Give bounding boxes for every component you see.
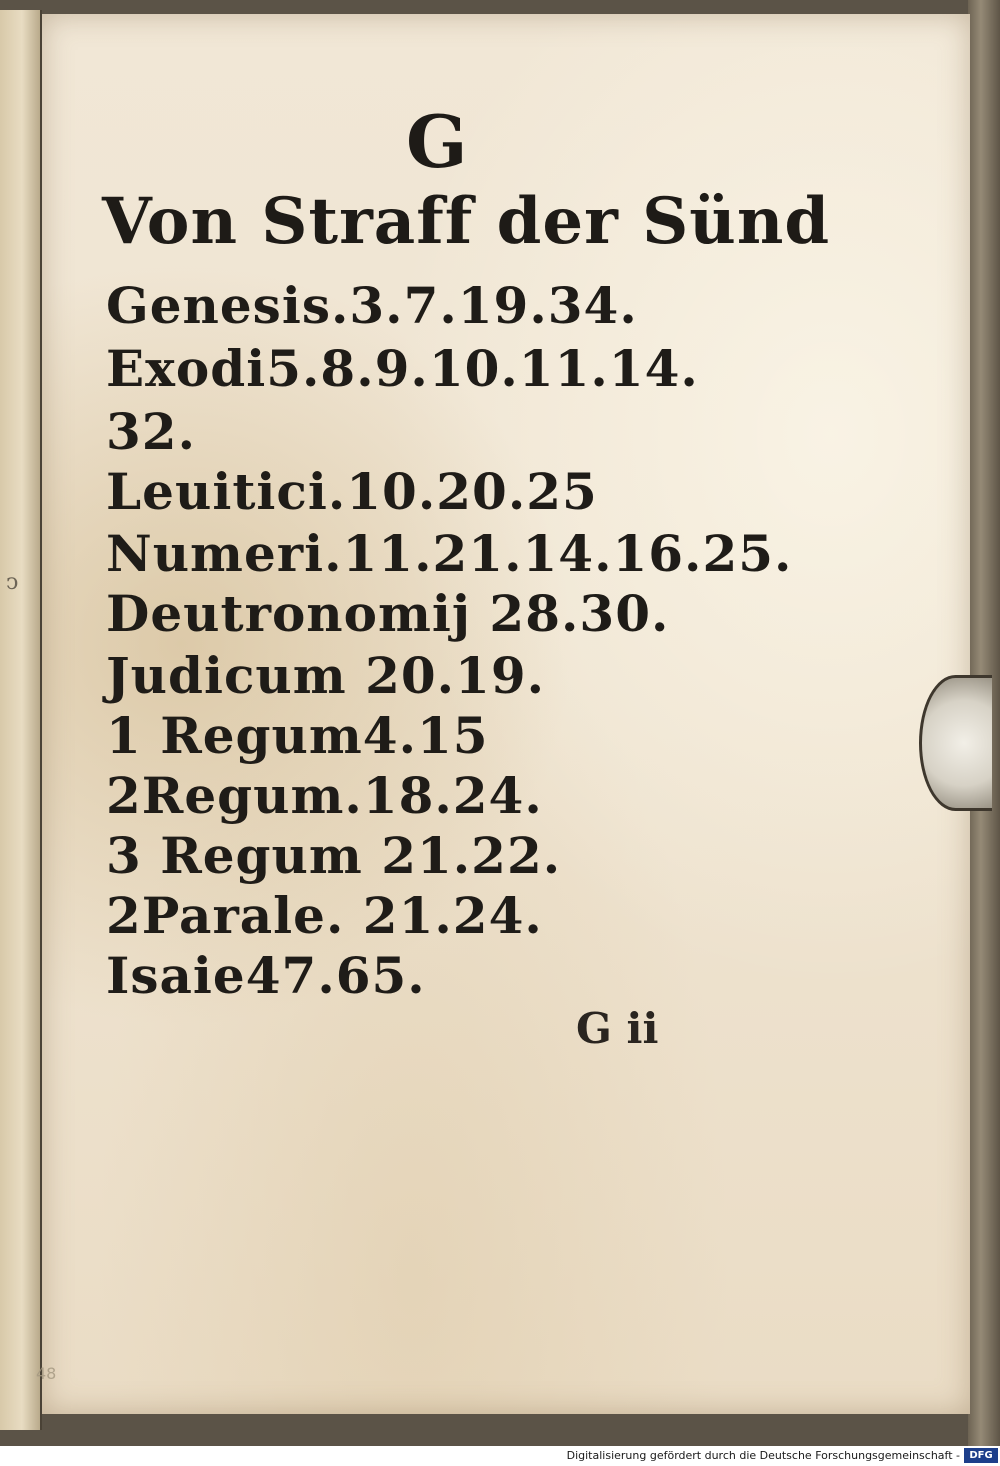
reference-line: 2Parale. 21.24.	[106, 886, 543, 945]
book-page	[36, 14, 970, 1414]
reference-line: Leuitici.10.20.25	[106, 462, 598, 521]
reference-line: 32.	[106, 402, 196, 461]
reference-line: Exodi5.8.9.10.11.14.	[106, 339, 699, 398]
reference-line: Judicum 20.19.	[106, 646, 546, 705]
reference-line: Isaie47.65.	[106, 946, 426, 1005]
dfg-logo: DFG	[964, 1448, 998, 1463]
pencil-shelf-mark: 48	[36, 1364, 57, 1383]
reference-line: 1 Regum4.15	[106, 706, 489, 765]
reference-line: 2Regum.18.24.	[106, 766, 543, 825]
funding-notice: Digitalisierung gefördert durch die Deutsche Forschungsgemeinschaft -	[566, 1449, 960, 1462]
reference-line: Numeri.11.21.14.16.25.	[106, 524, 793, 583]
facing-page-ink-mark: ↄ	[6, 570, 19, 595]
footer-bar	[0, 1446, 1000, 1466]
reference-line: 3 Regum 21.22.	[106, 826, 562, 885]
page-heading: Von Straff der Sünd	[102, 184, 831, 259]
book-clasp	[919, 675, 992, 811]
reference-line: Genesis.3.7.19.34.	[106, 276, 638, 335]
reference-line: Deutronomij 28.30.	[106, 584, 670, 643]
facing-page-edge	[0, 10, 42, 1430]
signature-letter: G	[406, 99, 468, 184]
catchword-signature: G ii	[576, 1004, 659, 1053]
